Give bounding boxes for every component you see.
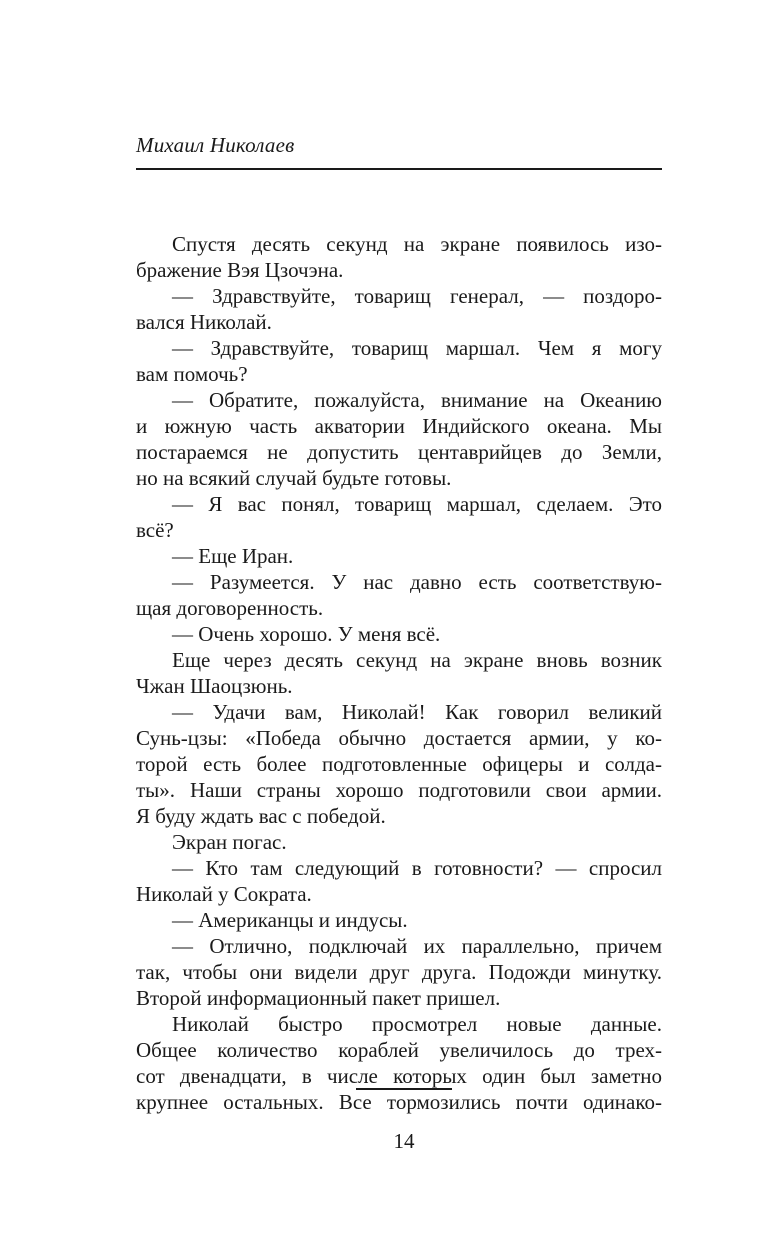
text-line: Николай у Сократа. [136, 882, 312, 906]
text-line: — Здравствуйте, товарищ генерал, — поздоро- [172, 284, 662, 308]
text-line: — Отлично, подключай их параллельно, причем [172, 934, 662, 958]
text-line: вался Николай. [136, 310, 272, 334]
text-line: Общее количество кораблей увеличилось до трех- [136, 1038, 662, 1062]
text-line: Второй информационный пакет пришел. [136, 986, 501, 1010]
text-line: всё? [136, 518, 174, 542]
text-line: Сунь-цзы: «Победа обычно достается армии, у ко- [136, 726, 662, 750]
text-line: — Удачи вам, Николай! Как говорил великий [172, 700, 662, 724]
text-line: Спустя десять секунд на экране появилось изо- [172, 232, 662, 256]
text-line: Еще через десять секунд на экране вновь возник [172, 648, 662, 672]
text-line: и южную часть акватории Индийского океана. Мы [136, 414, 662, 438]
text-line: крупнее остальных. Все тормозились почти одинако- [136, 1090, 662, 1114]
text-line: постараемся не допустить центаврийцев до Земли, [136, 440, 662, 464]
header-rule [136, 168, 662, 170]
text-line: бражение Вэя Цзочэна. [136, 258, 344, 282]
page-number: 14 [393, 1129, 415, 1153]
text-line: но на всякий случай будьте готовы. [136, 466, 452, 490]
text-line: — Кто там следующий в готовности? — спросил [172, 856, 662, 880]
text-line: щая договоренность. [136, 596, 324, 620]
text-line: Николай быстро просмотрел новые данные. [172, 1012, 662, 1036]
text-line: сот двенадцати, в числе которых один был заметно [136, 1064, 662, 1088]
text-line: Я буду ждать вас с победой. [136, 804, 386, 828]
text-line: вам помочь? [136, 362, 248, 386]
running-head-author: Михаил Николаев [136, 133, 295, 157]
body-text [136, 231, 662, 1115]
text-line: — Здравствуйте, товарищ маршал. Чем я могу [172, 336, 662, 360]
text-line: — Обратите, пожалуйста, внимание на Океанию [172, 388, 662, 412]
text-line: — Американцы и индусы. [172, 908, 408, 932]
text-line: Чжан Шаоцзюнь. [136, 674, 293, 698]
text-line: — Еще Иран. [172, 544, 294, 568]
text-line: торой есть более подготовленные офицеры и солда- [136, 752, 662, 776]
text-line: — Очень хорошо. У меня всё. [172, 622, 441, 646]
text-line: Экран погас. [172, 830, 287, 854]
text-line: так, чтобы они видели друг друга. Подожди минутку. [136, 960, 662, 984]
footer-rule [356, 1088, 452, 1090]
text-line: — Я вас понял, товарищ маршал, сделаем. Это [172, 492, 662, 516]
text-line: — Разумеется. У нас давно есть соответствую- [172, 570, 662, 594]
text-line: ты». Наши страны хорошо подготовили свои армии. [136, 778, 662, 802]
